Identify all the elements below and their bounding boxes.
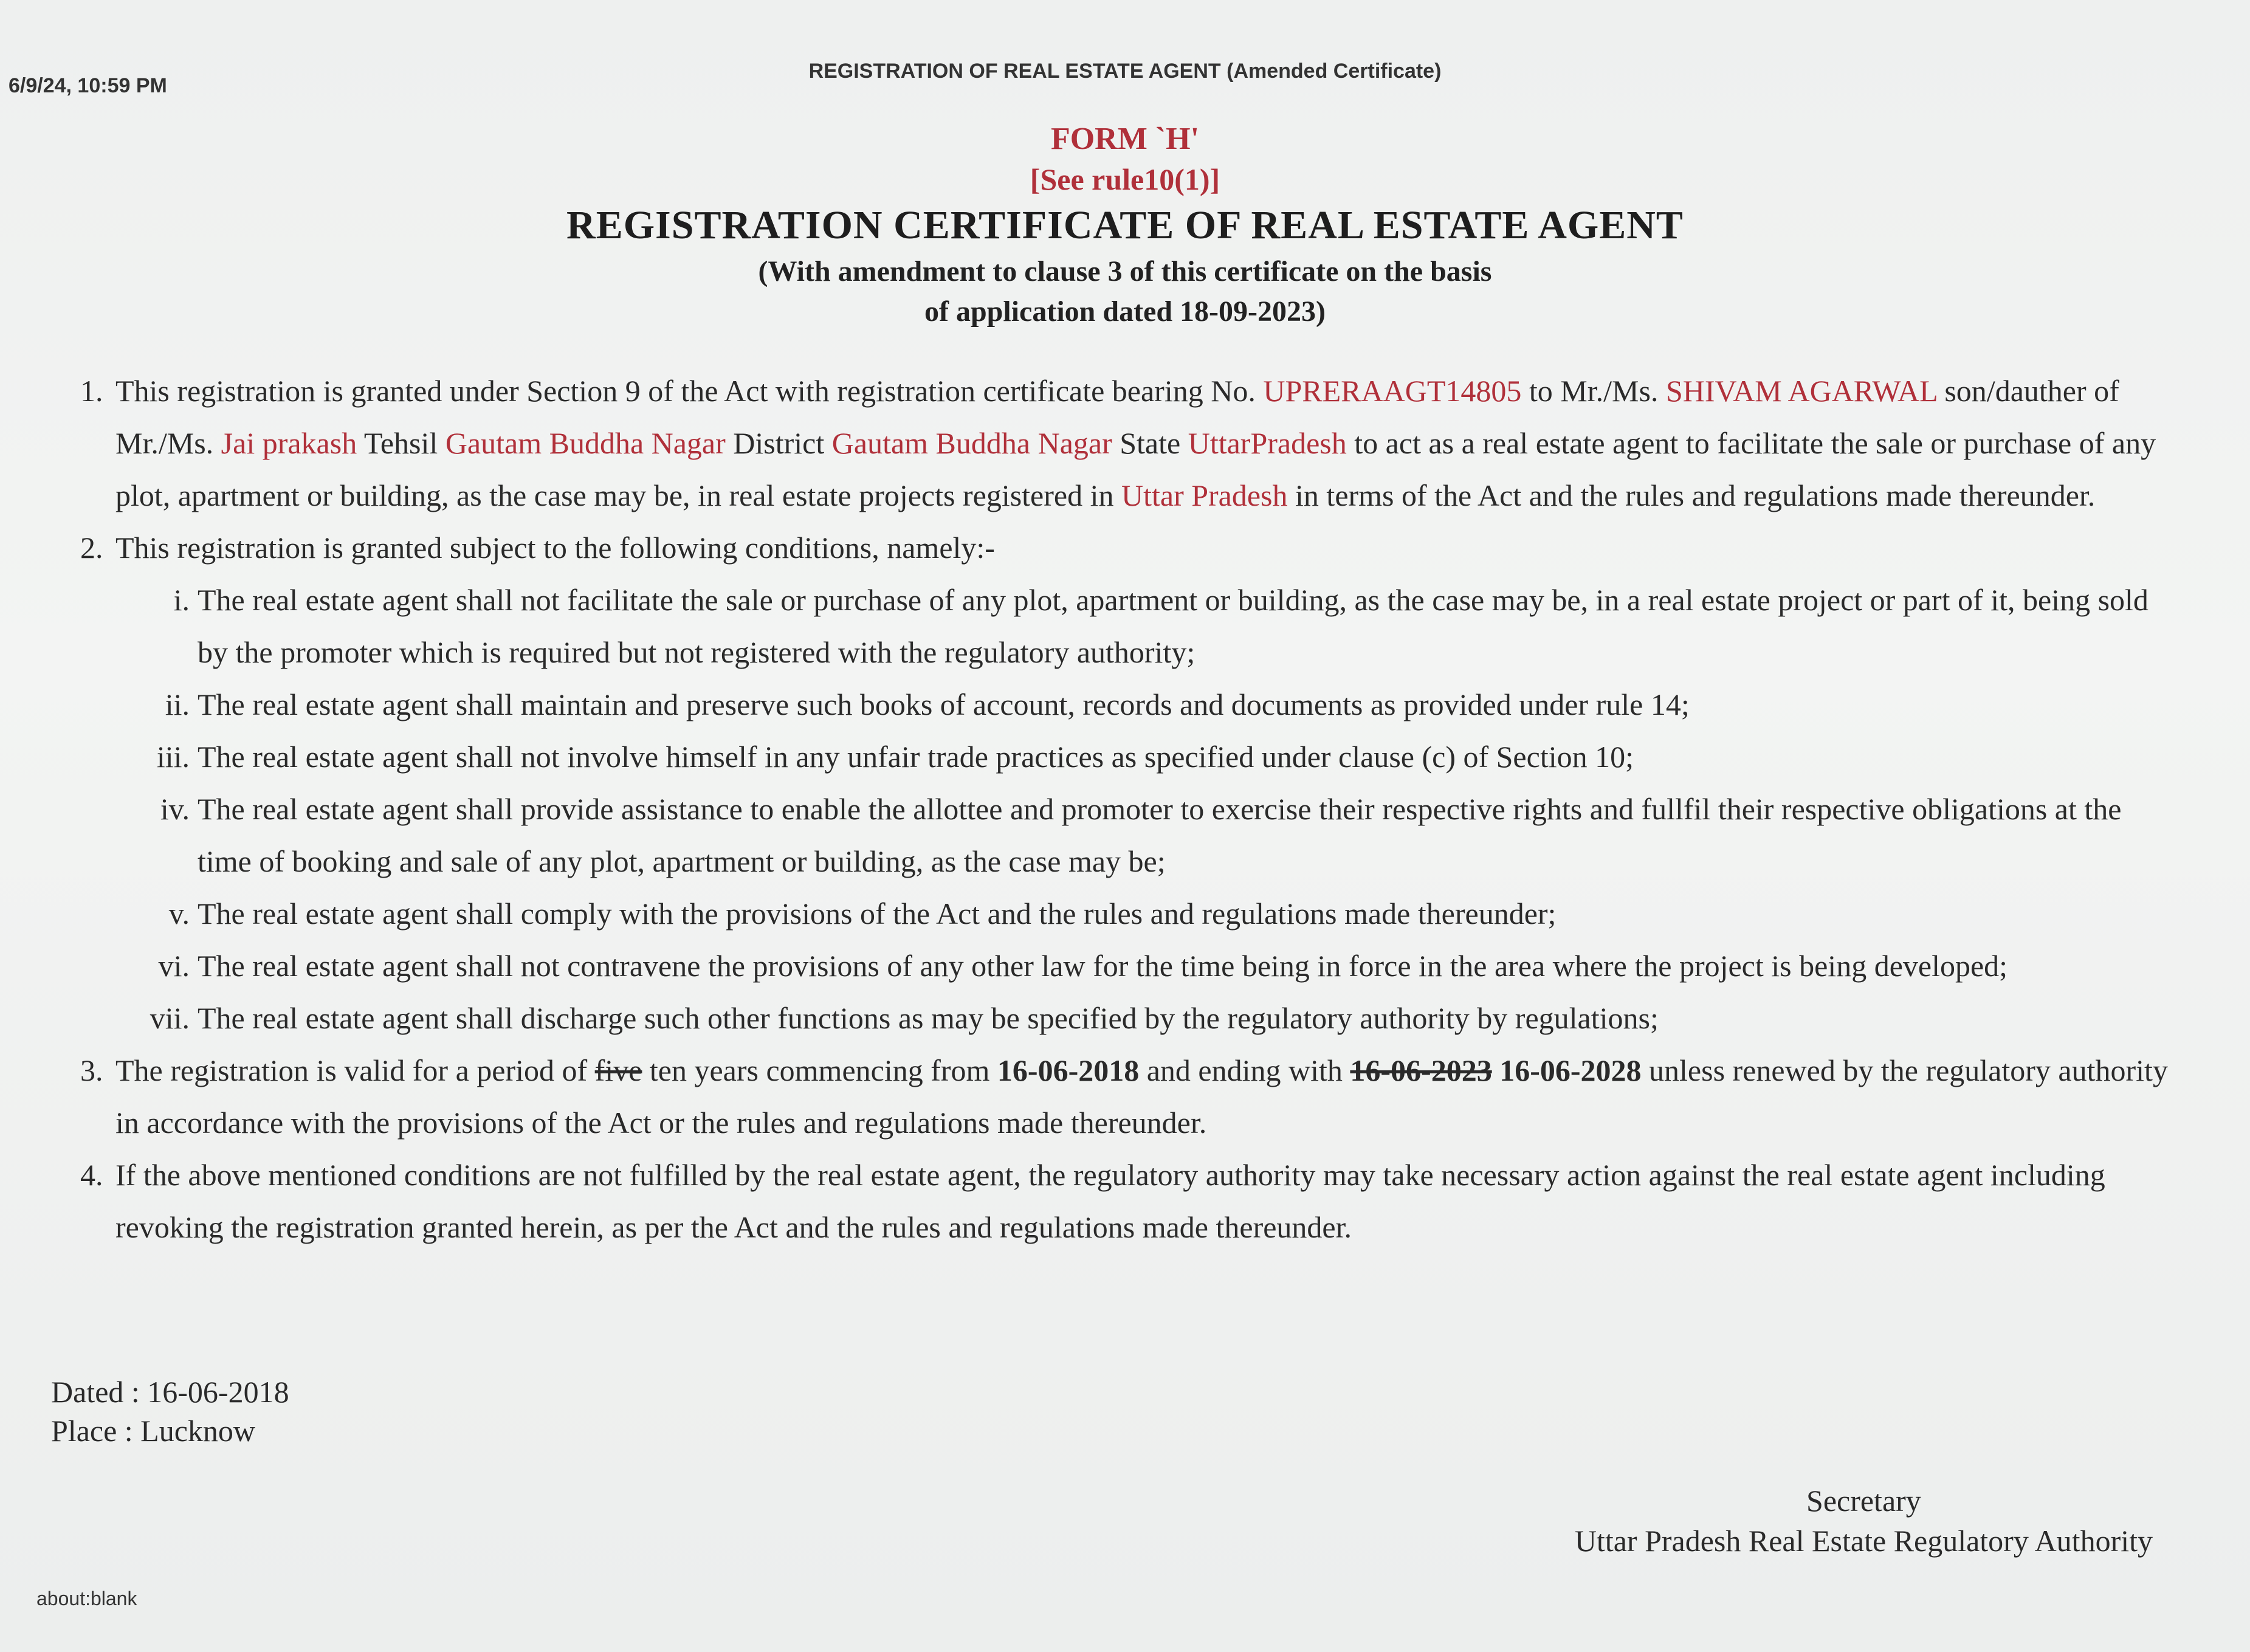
condition-numeral: vii.	[150, 1001, 190, 1035]
print-footer-url: about:blank	[36, 1588, 137, 1609]
condition-text: The real estate agent shall not involve himself in any unfair trade practices as specified under clause (c) of Section 10;	[198, 740, 1634, 774]
condition-text: The real estate agent shall comply with the provisions of the Act and the rules and regulations made thereunder;	[198, 897, 1557, 931]
district-value: Gautam Buddha Nagar	[831, 426, 1112, 460]
condition-numeral: vi.	[158, 949, 190, 983]
clause-text: to act as a real estate agent to facilitate the sale or purchase of any plot, apartment or building, as the case may be, in real estate projects registered in	[115, 426, 2156, 512]
condition-item	[73, 887, 2182, 940]
parent-name: Jai prakash	[221, 426, 357, 460]
condition-item	[73, 992, 2182, 1044]
clause-text: ten years commencing from	[642, 1053, 997, 1087]
clause-text: This registration is granted subject to the following conditions, namely:-	[115, 531, 995, 565]
clause-3	[73, 1044, 2182, 1149]
certificate-heading	[0, 119, 2250, 332]
certificate-title: REGISTRATION CERTIFICATE OF REAL ESTATE AGENT	[566, 203, 1684, 247]
clause-number: 2.	[80, 531, 103, 565]
new-end-date: 16-06-2028	[1499, 1053, 1642, 1087]
clause-number: 4.	[80, 1158, 103, 1192]
condition-item	[73, 940, 2182, 992]
form-rule-reference: [See rule10(1)]	[1030, 162, 1220, 196]
clause-4	[73, 1149, 2182, 1253]
clause-1	[73, 365, 2182, 521]
amendment-note-line1: (With amendment to clause 3 of this certificate on the basis	[758, 255, 1492, 287]
agent-name: SHIVAM AGARWAL	[1665, 374, 1937, 408]
form-label: FORM `H'	[1050, 122, 1200, 156]
amendment-note-line2: of application dated 18-09-2023)	[924, 295, 1326, 328]
registration-number: UPRERAAGT14805	[1263, 374, 1522, 408]
clause-text: Tehsil	[357, 426, 446, 460]
condition-text: The real estate agent shall discharge such other functions as may be specified by the regulatory authority by regulations;	[198, 1001, 1659, 1035]
tehsil-value: Gautam Buddha Nagar	[445, 426, 726, 460]
place-line: Place : Lucknow	[51, 1414, 256, 1448]
clause-text: This registration is granted under Section 9 of the Act with registration certificate bearing No.	[115, 374, 1264, 408]
start-date: 16-06-2018	[997, 1053, 1140, 1087]
condition-item	[73, 783, 2182, 887]
dated-line: Dated : 16-06-2018	[51, 1375, 289, 1409]
date-place-block	[51, 1372, 289, 1450]
clause-number: 3.	[80, 1053, 103, 1087]
clause-text: unless renewed by the regulatory authority in accordance with the provisions of the Act or the rules and regulations made thereunder.	[115, 1053, 2168, 1140]
clause-text: The registration is valid for a period of	[115, 1053, 595, 1087]
condition-numeral: i.	[173, 583, 190, 617]
struck-end-date: 16-06-2023	[1350, 1053, 1492, 1087]
clause-text: District	[725, 426, 832, 460]
condition-text: The real estate agent shall provide assistance to enable the allottee and promoter to exercise their respective rights and fullfil their respective obligations at the time of booking and sale of any plot, apartment or building, as the case may be;	[198, 792, 2122, 878]
condition-numeral: iv.	[160, 792, 190, 826]
condition-numeral: iii.	[156, 740, 190, 774]
clause-text: and ending with	[1139, 1053, 1350, 1087]
clause-text: son/dauther of Mr./Ms.	[115, 374, 2119, 460]
condition-text: The real estate agent shall maintain and preserve such books of account, records and documents as provided under rule 14;	[198, 687, 1690, 721]
signatory-designation: Secretary	[1806, 1484, 1921, 1518]
print-header	[0, 56, 2250, 97]
state-value: UttarPradesh	[1188, 426, 1347, 460]
condition-text: The real estate agent shall not contravene the provisions of any other law for the time being in force in the area where the project is being developed;	[198, 949, 2008, 983]
certificate-body	[73, 365, 2182, 1253]
clause-text: State	[1112, 426, 1188, 460]
print-datetime: 6/9/24, 10:59 PM	[9, 74, 167, 97]
clause-2	[73, 521, 2182, 574]
condition-numeral: v.	[168, 897, 190, 931]
clause-text: to Mr./Ms.	[1521, 374, 1666, 408]
condition-item	[73, 574, 2182, 678]
print-page-title: REGISTRATION OF REAL ESTATE AGENT (Amended Certificate)	[808, 60, 1442, 83]
signatory-authority: Uttar Pradesh Real Estate Regulatory Authority	[1574, 1524, 2153, 1558]
clause-text: If the above mentioned conditions are not fulfilled by the real estate agent, the regulatory authority may take necessary action against the real estate agent including revoking the registration granted herein, as per the Act and the rules and regulations made thereunder.	[115, 1158, 2105, 1244]
condition-numeral: ii.	[165, 687, 190, 721]
condition-item	[73, 678, 2182, 731]
struck-period: five	[594, 1053, 642, 1087]
region-value: Uttar Pradesh	[1121, 478, 1288, 512]
condition-text: The real estate agent shall not facilitate the sale or purchase of any plot, apartment or building, as the case may be, in a real estate project or part of it, being sold by the promoter which is required but not registered with the regulatory authority;	[198, 583, 2149, 669]
clause-text: in terms of the Act and the rules and regulations made thereunder.	[1287, 478, 2096, 512]
signature-block	[1575, 1481, 2153, 1561]
clause-number: 1.	[80, 374, 103, 408]
condition-item	[73, 731, 2182, 783]
